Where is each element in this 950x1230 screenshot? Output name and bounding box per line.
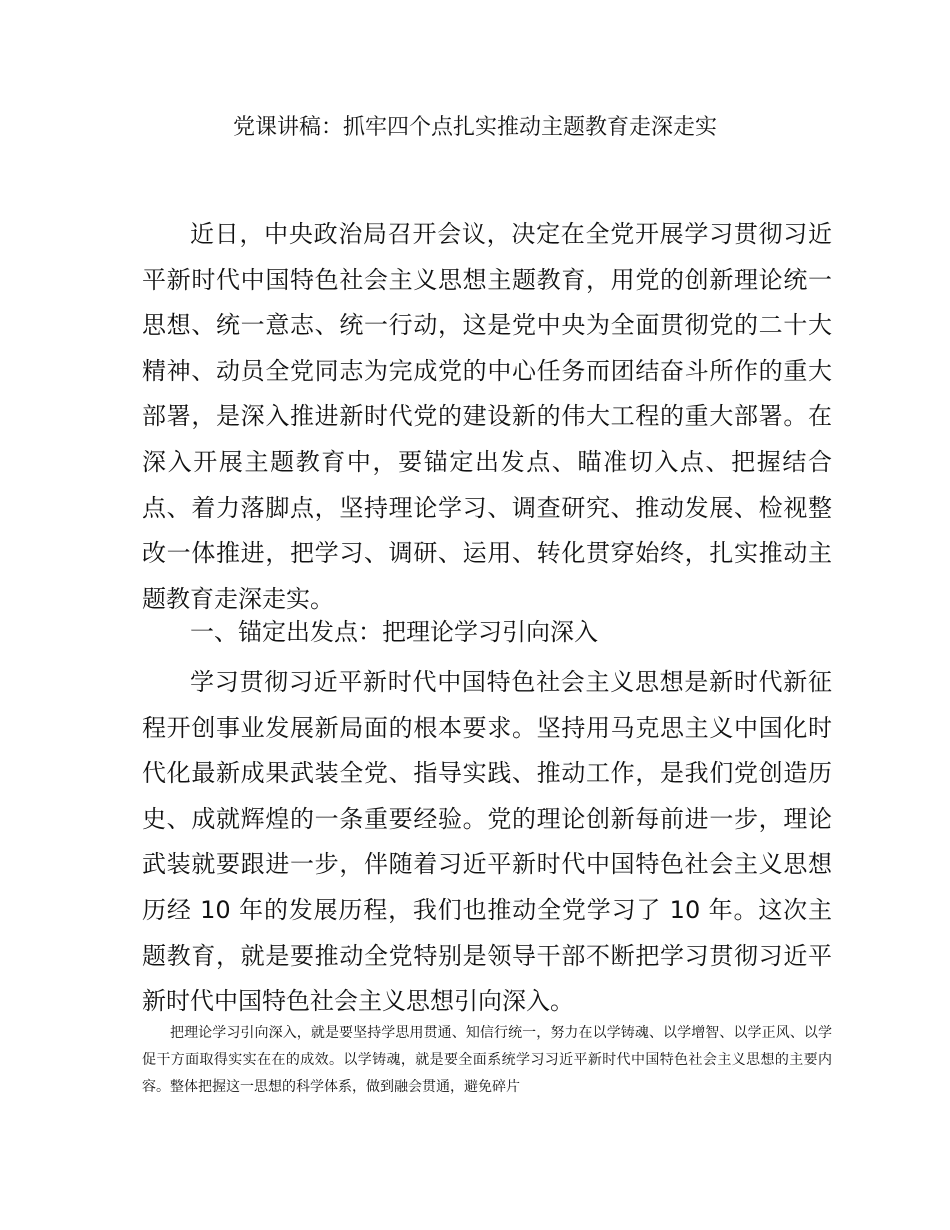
paragraph-intro: 近日，中央政治局召开会议，决定在全党开展学习贯彻习近平新时代中国特色社会主义思想主题教育，用党的创新理论统一思想、统一意志、统一行动，这是党中央为全面贯彻党的二十大精神、动员全党同志为完成党的中心任务而团结奋斗所作的重大部署，是深入推进新时代党的建设新的伟大工程的重大部署。在深入开展主题教育中，要锚定出发点、瞄准切入点、把握结合点、着力落脚点，坚持理论学习、调查研究、推动发展、检视整改一体推进，把学习、调研、运用、转化贯穿始终，扎实推动主题教育走深走实。 xyxy=(142,220,832,613)
paragraph-section-1: 学习贯彻习近平新时代中国特色社会主义思想是新时代新征程开创事业发展新局面的根本要求。坚持用马克思主义中国化时代化最新成果武装全党、指导实践、推动工作，是我们党创造历史、成就辉煌的一条重要经验。党的理论创新每前进一步，理论武装就要跟进一步，伴随着习近平新时代中国特色社会主义思想历经 10 年的发展历程，我们也推动全党学习了 10 年。这次主题教育，就是要推动全党特别是领导干部不断把学习贯彻习近平新时代中国特色社会主义思想引向深入。 xyxy=(142,668,832,1016)
section-heading-1: 一、锚定出发点：把理论学习引向深入 xyxy=(190,618,598,646)
document-title: 党课讲稿：抓牢四个点扎实推动主题教育走深走实 xyxy=(232,115,717,140)
paragraph-small-text: 把理论学习引向深入，就是要坚持学思用贯通、知信行统一，努力在以学铸魂、以学增智、以学正风、以学促干方面取得实实在在的成效。以学铸魂，就是要全面系统学习习近平新时代中国特色社会主义思想的主要内容。整体把握这一思想的科学体系，做到融会贯通，避免碎片 xyxy=(142,1025,832,1095)
